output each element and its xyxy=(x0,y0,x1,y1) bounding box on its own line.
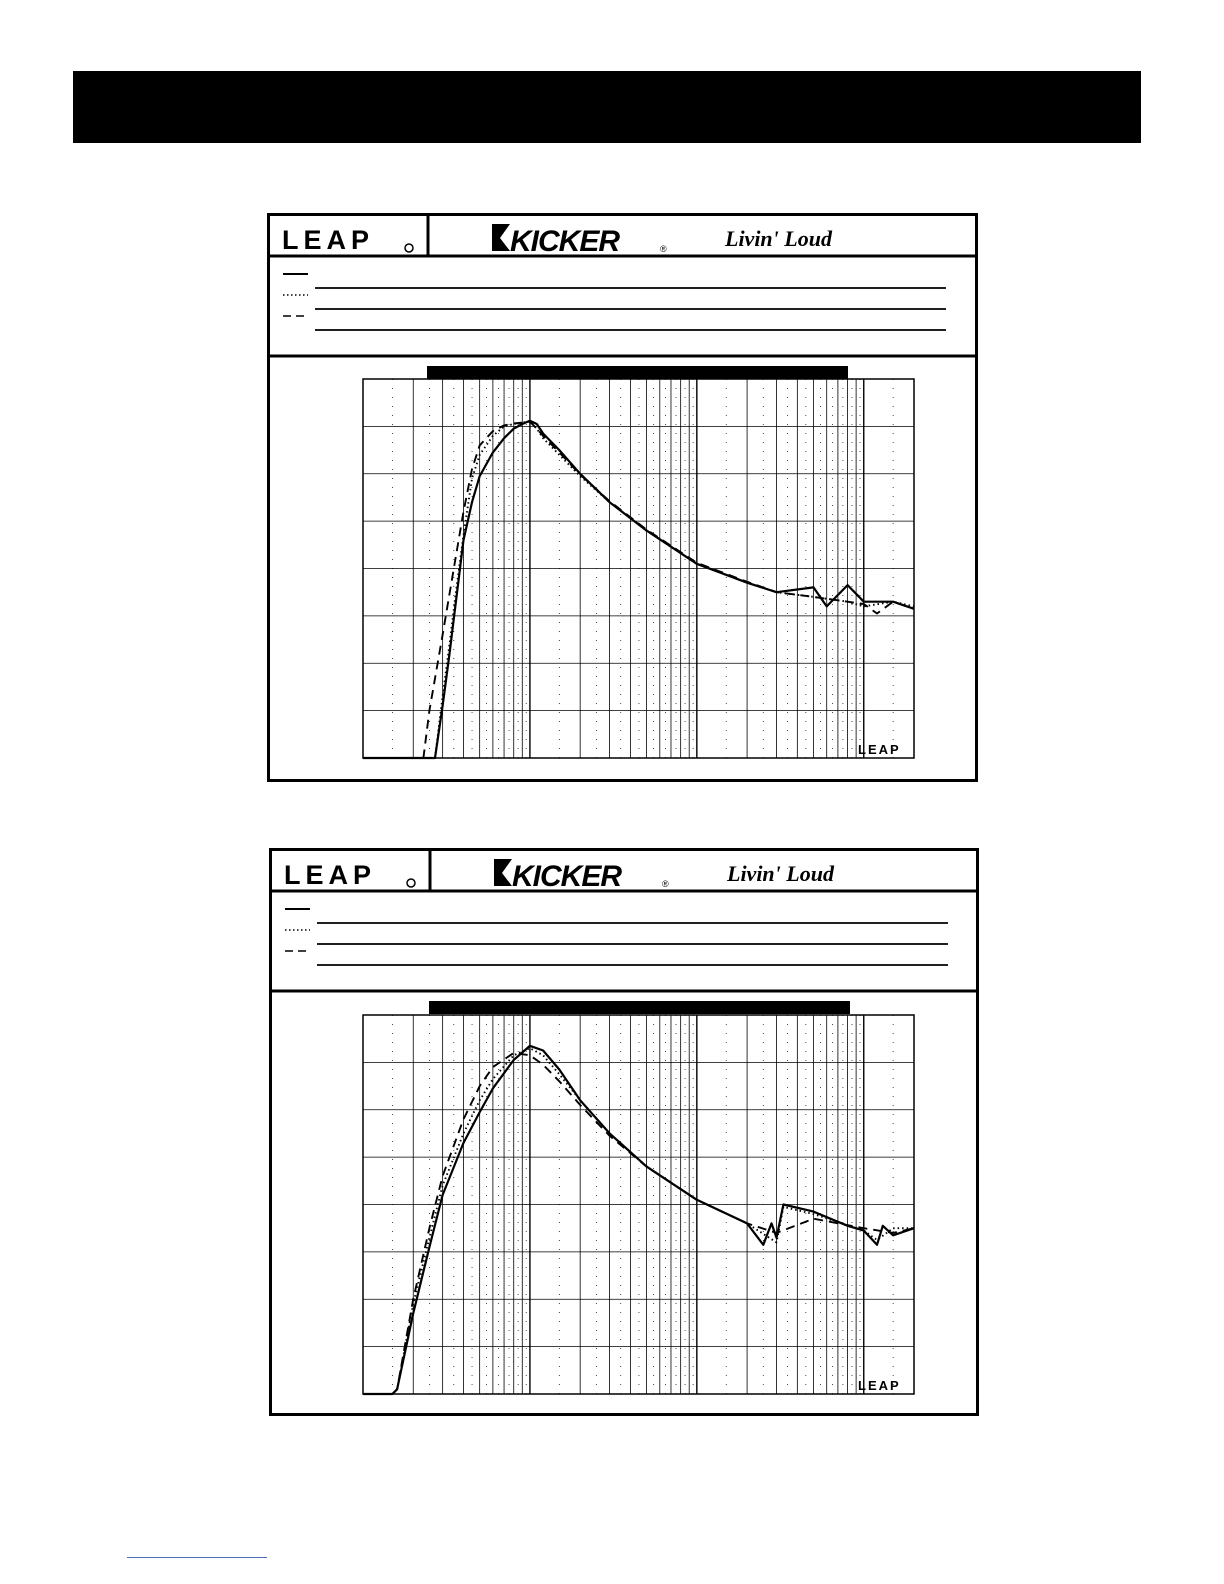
series-line-dotted xyxy=(363,422,914,758)
series-line-dashed xyxy=(363,422,914,758)
registered-mark: ® xyxy=(660,244,667,254)
series-line-solid xyxy=(363,421,914,758)
kicker-logo: KICKER xyxy=(512,860,622,893)
plot-area xyxy=(363,379,914,758)
chart-title-bar xyxy=(429,1001,850,1014)
response-chart-panel-2 xyxy=(269,848,979,1416)
leap-logo: LEAP xyxy=(282,225,375,255)
response-chart-1 xyxy=(270,216,975,779)
series-line-solid xyxy=(363,1046,914,1394)
series-line-dashed xyxy=(363,1053,914,1394)
leap-logo: LEAP xyxy=(284,860,377,890)
leap-logo-mark xyxy=(407,879,415,887)
response-chart-2 xyxy=(272,851,976,1413)
series-line-dotted xyxy=(363,1048,914,1394)
header-bar xyxy=(73,71,1141,143)
registered-mark: ® xyxy=(662,879,669,889)
leap-watermark: LEAP xyxy=(858,1378,901,1393)
kicker-k-icon xyxy=(492,224,510,251)
livin-loud-logo: Livin' Loud xyxy=(725,226,832,251)
chart-title-bar xyxy=(427,366,848,379)
livin-loud-logo: Livin' Loud xyxy=(727,861,834,886)
response-chart-panel-1 xyxy=(267,213,978,782)
leap-logo-mark xyxy=(405,244,413,252)
footer-link-rule xyxy=(127,1557,267,1558)
kicker-logo: KICKER xyxy=(510,225,620,258)
plot-area xyxy=(363,1015,914,1394)
kicker-k-icon xyxy=(494,859,512,886)
leap-watermark: LEAP xyxy=(858,742,901,757)
